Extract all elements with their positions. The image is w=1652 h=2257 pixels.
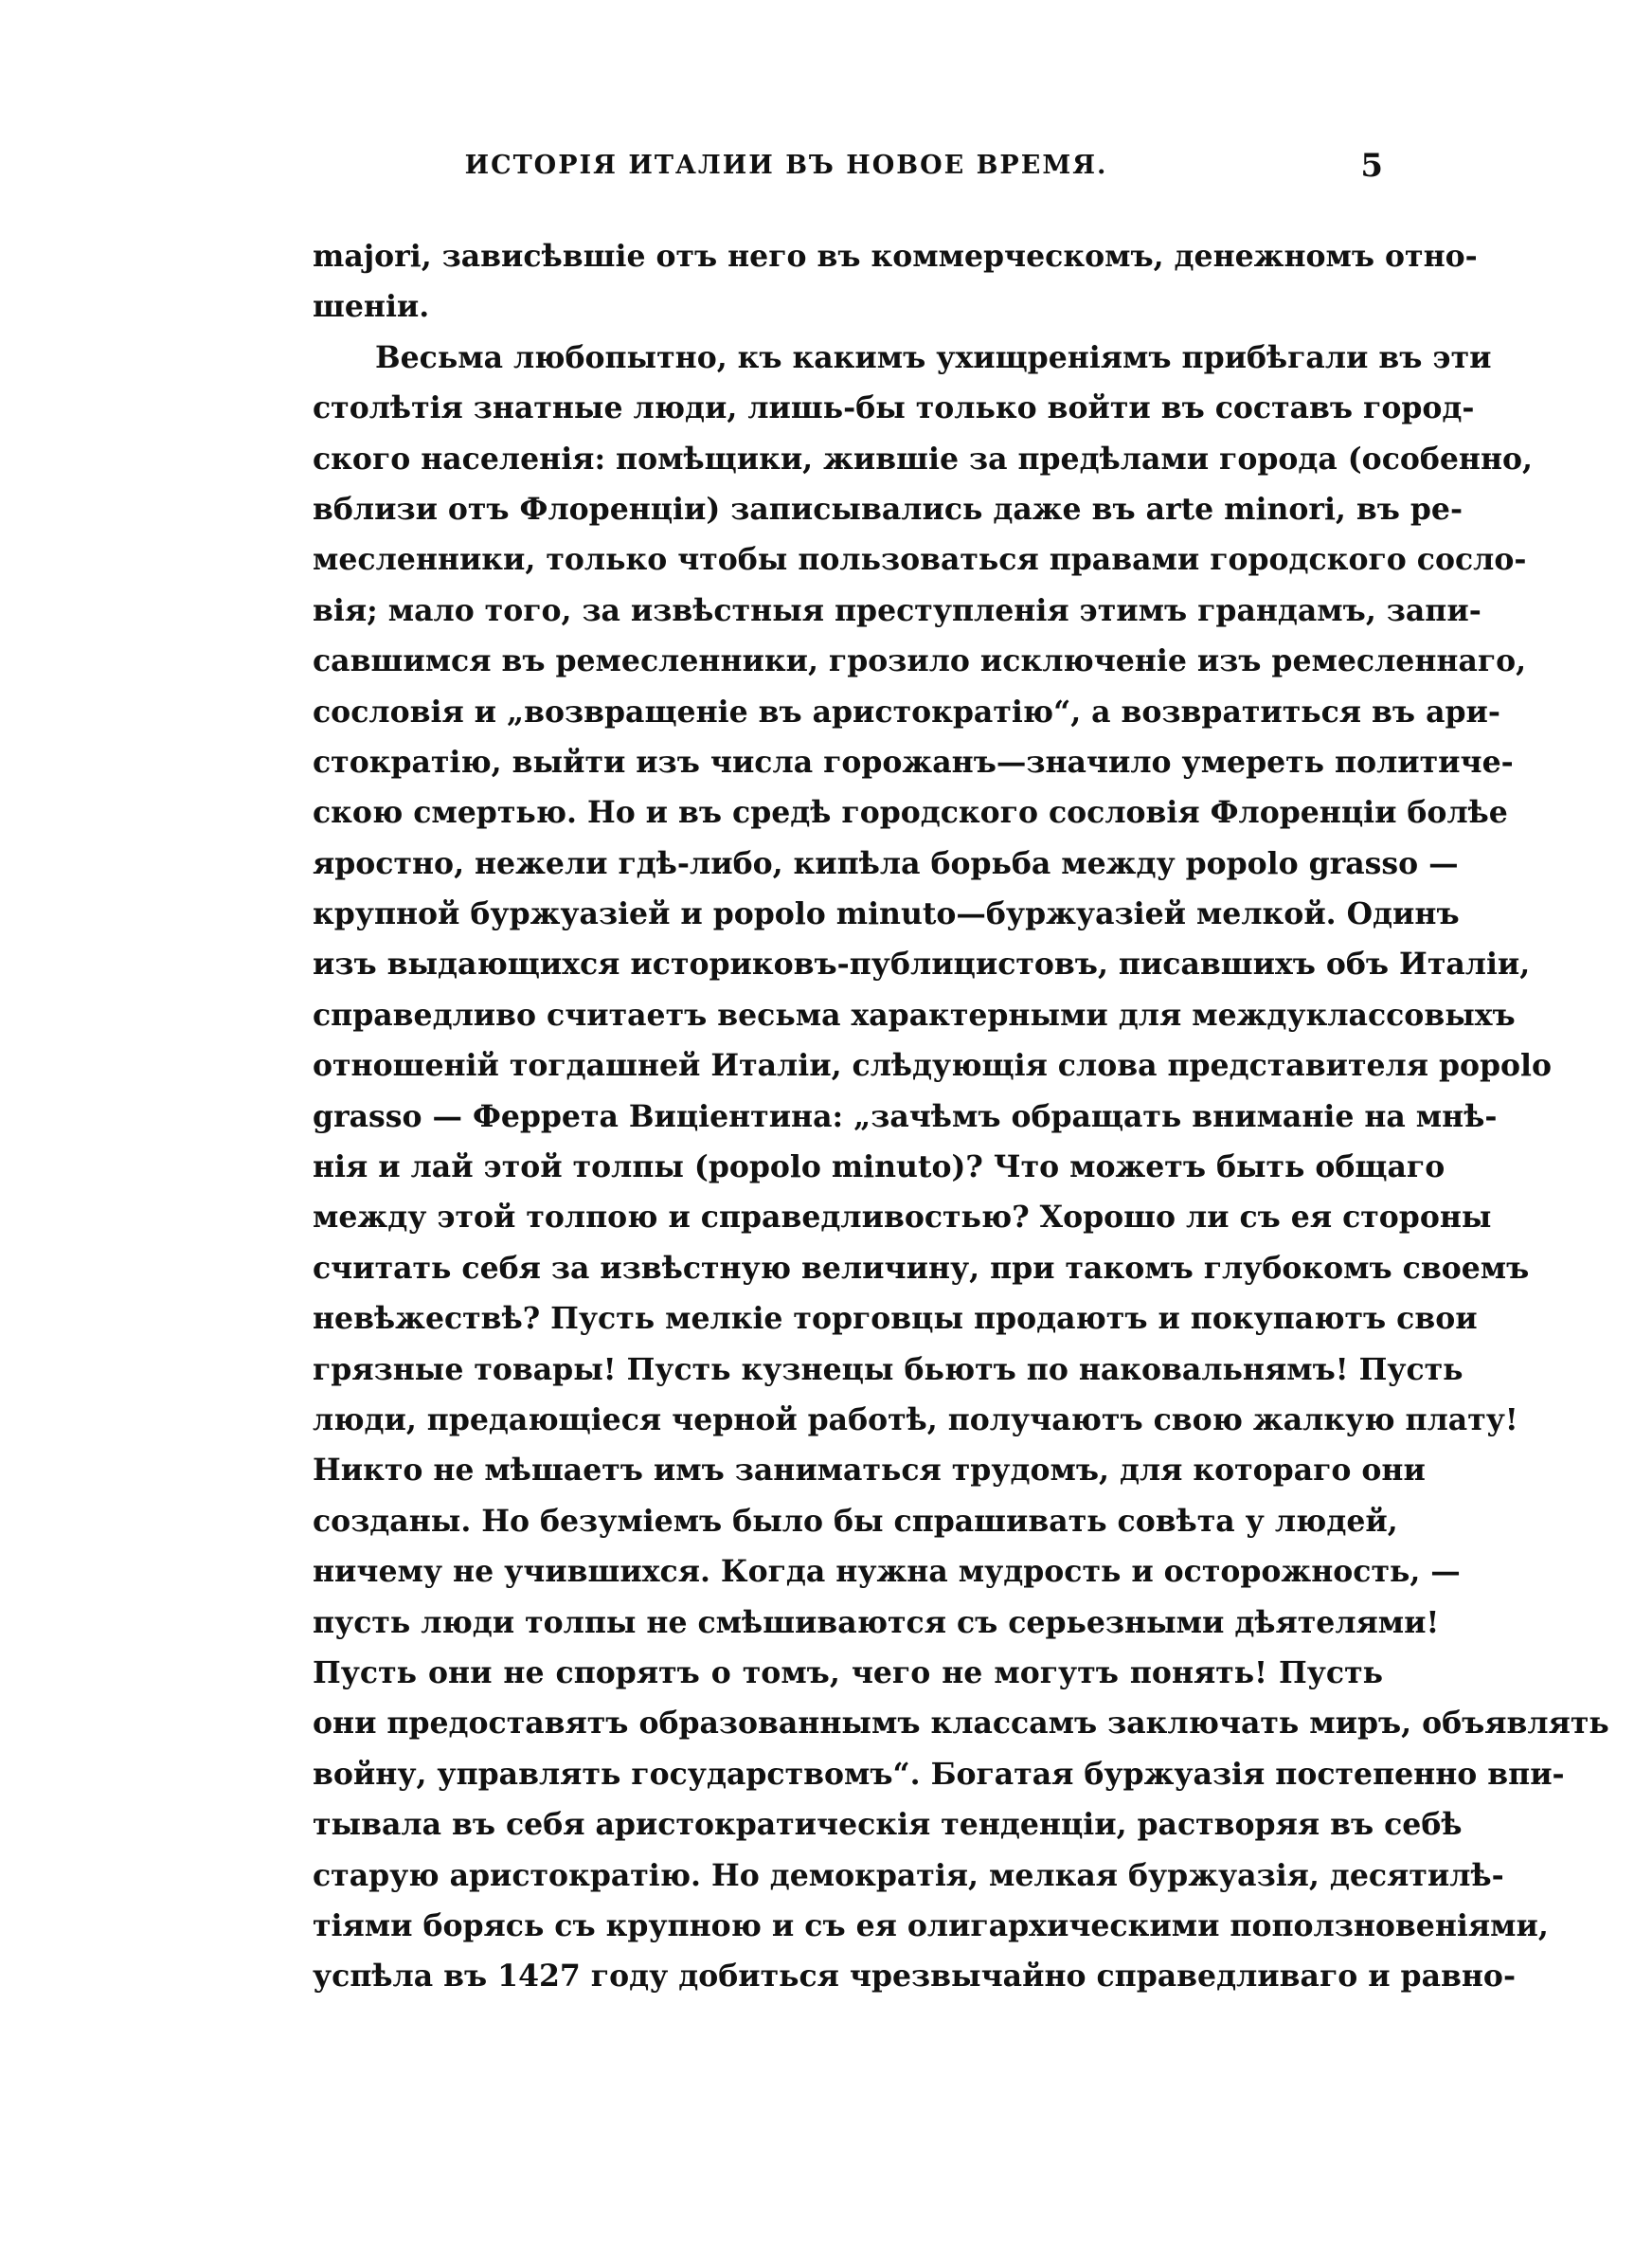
text-line: старую аристократію. Но демократія, мелкая буржуазія, десятилѣ- xyxy=(313,1857,1504,1893)
text-line: столѣтія знатные люди, лишь-бы только войти въ составъ город- xyxy=(313,390,1475,426)
text-line: шеніи. xyxy=(313,289,430,325)
text-line: тывала въ себя аристократическія тенденціи, растворяя въ себѣ xyxy=(313,1807,1463,1843)
text-line: ского населенія: помѣщики, жившіе за предѣлами города (особенно, xyxy=(313,441,1534,477)
text-line: считать себя за извѣстную величину, при такомъ глубокомъ своемъ xyxy=(313,1250,1530,1286)
text-line: успѣла въ 1427 году добиться чрезвычайно справедливаго и равно- xyxy=(313,1959,1517,1995)
text-line: нія и лай этой толпы (popolo minuto)? Что можетъ быть общаго xyxy=(313,1149,1446,1185)
body-text xyxy=(313,231,1609,2002)
text-line: grasso — Феррета Виціентина: „зачѣмъ обращать вниманіе на мнѣ- xyxy=(313,1098,1498,1134)
text-line: Пусть они не спорятъ о томъ, чего не могутъ понять! Пусть xyxy=(313,1654,1383,1690)
text-line: majori, зависѣвшіе отъ него въ коммерческомъ, денежномъ отно- xyxy=(313,239,1478,274)
text-line: тіями борясь съ крупною и съ ея олигархическими поползновеніями, xyxy=(313,1907,1549,1943)
text-line: сословія и „возвращеніе въ аристократію“, а возвратиться въ ари- xyxy=(313,694,1500,730)
running-head xyxy=(313,142,1383,190)
text-line: савшимся въ ремесленники, грозило исключеніе изъ ремесленнаго, xyxy=(313,643,1527,679)
text-line: вія; мало того, за извѣстныя преступленія этимъ грандамъ, запи- xyxy=(313,592,1481,628)
text-line: ничему не учившихся. Когда нужна мудрость и осторожность, — xyxy=(313,1554,1461,1590)
text-line: стократію, выйти изъ числа горожанъ—значило умереть политиче- xyxy=(313,744,1514,780)
text-line: Никто не мѣшаетъ имъ заниматься трудомъ, для котораго они xyxy=(313,1453,1426,1489)
text-line: изъ выдающихся историковъ-публицистовъ, писавшихъ объ Италіи, xyxy=(313,947,1531,983)
text-line: войну, управлять государствомъ“. Богатая буржуазія постепенно впи- xyxy=(313,1756,1565,1792)
text-line: отношеній тогдашней Италіи, слѣдующія слова представителя popolo xyxy=(313,1048,1553,1084)
text-line: вблизи отъ Флоренціи) записывались даже въ arte minori, въ ре- xyxy=(313,491,1463,527)
text-line: пусть люди толпы не смѣшиваются съ серьезными дѣятелями! xyxy=(313,1604,1440,1640)
text-line: Весьма любопытно, къ какимъ ухищреніямъ прибѣгали въ эти xyxy=(375,339,1492,375)
text-line: справедливо считаетъ весьма характерными для междуклассовыхъ xyxy=(313,997,1516,1033)
text-line: невѣжествѣ? Пусть мелкіе торговцы продаютъ и покупаютъ свои xyxy=(313,1301,1478,1337)
text-line: грязные товары! Пусть кузнецы бьютъ по наковальнямъ! Пусть xyxy=(313,1351,1463,1387)
text-line: они предоставятъ образованнымъ классамъ заключать миръ, объявлять xyxy=(313,1706,1609,1742)
text-line: скою смертью. Но и въ средѣ городского сословія Флоренціи болѣе xyxy=(313,795,1508,831)
text-line: крупной буржуазіей и popolo minuto—буржуазіей мелкой. Одинъ xyxy=(313,896,1460,932)
page-number: 5 xyxy=(1360,147,1383,185)
text-line: между этой толпою и справедливостью? Хорошо ли съ ея стороны xyxy=(313,1200,1492,1236)
running-title: ИСТОРІЯ ИТАЛИИ ВЪ НОВОЕ ВРЕМЯ. xyxy=(464,151,1108,180)
text-line: созданы. Но безуміемъ было бы спрашивать совѣта у людей, xyxy=(313,1503,1398,1539)
text-line: люди, предающіеся черной работѣ, получаютъ свою жалкую плату! xyxy=(313,1401,1518,1437)
text-line: яростно, нежели гдѣ-либо, кипѣла борьба между popolo grasso — xyxy=(313,845,1459,881)
text-line: месленники, только чтобы пользоваться правами городского сосло- xyxy=(313,542,1527,578)
